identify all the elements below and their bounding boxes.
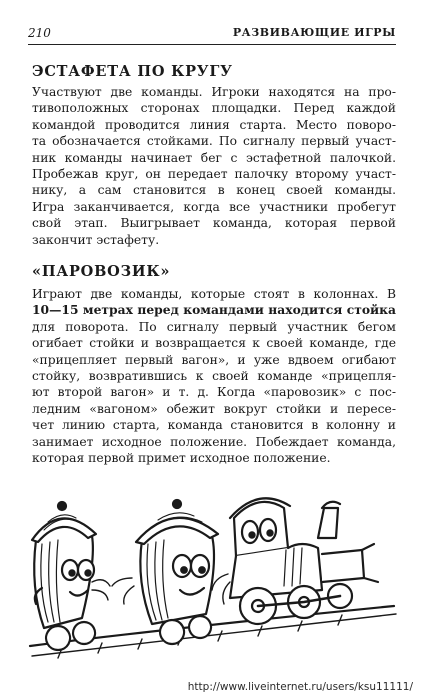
text-line: свой этап. Выигрывает команда, которая первой: [32, 216, 396, 231]
wagon-one: [32, 502, 110, 650]
text-line: Играют две команды, которые стоят в колоннах. В: [32, 287, 396, 301]
page-number: 210: [28, 26, 51, 40]
text-line: чет линию старта, команда становится в колонну и: [32, 418, 396, 433]
text-line: огибает стойки и возвращается к своей команде, где: [32, 336, 396, 351]
page-header: [28, 26, 396, 46]
text-line: тивоположных сторонах площадки. Перед каждой: [32, 101, 396, 116]
locomotive: [212, 498, 378, 624]
text-line: та обозначается стойками. По сигналу первый участ-: [32, 134, 396, 149]
source-url: http://www.liveinternet.ru/users/ksu11111/: [187, 681, 413, 693]
train-illustration: [22, 478, 402, 678]
section-title-relay: ЭСТАФЕТА ПО КРУГУ: [32, 63, 233, 80]
text-line: для поворота. По сигналу первый участник бегом: [32, 319, 396, 334]
text-line: занимает исходное положение. Побеждает команда,: [32, 434, 396, 449]
text-line: Игра заканчивается, когда все участники пробегут: [32, 199, 396, 214]
text-line: ник команды начинает бег с эстафетной палочкой.: [32, 150, 396, 165]
section-title-train: «ПАРОВОЗИК»: [32, 263, 171, 280]
text-line: ют второй вагон» и т. д. Когда «паровозик» с пос-: [32, 385, 396, 400]
text-line: нику, а сам становится в конец своей команды.: [32, 183, 396, 198]
section-body-relay: [32, 84, 396, 248]
text-line: стойку, возвратившись к своей команде «прицепля-: [32, 369, 396, 384]
text-line: Участвуют две команды. Игроки находятся на про-: [32, 85, 396, 99]
text-line: закончит эстафету.: [32, 232, 160, 247]
running-head: РАЗВИВАЮЩИЕ ИГРЫ: [232, 26, 396, 39]
section-body-train: [32, 286, 396, 466]
text-line: ледним «вагоном» обежит вокруг стойки и пересе-: [32, 401, 396, 416]
text-line: «прицепляет первый вагон», и уже вдвоем огибают: [32, 352, 396, 367]
header-rule: [28, 44, 396, 45]
text-line: которая первой примет исходное положение.: [32, 451, 331, 466]
wagon-two: [112, 500, 218, 644]
text-line: командой проводится линия старта. Место поворо-: [32, 117, 396, 132]
text-line: 10—15 метрах перед командами находится стойка: [32, 302, 396, 318]
text-line: Пробежав круг, он передает палочку второму участ-: [32, 167, 396, 182]
